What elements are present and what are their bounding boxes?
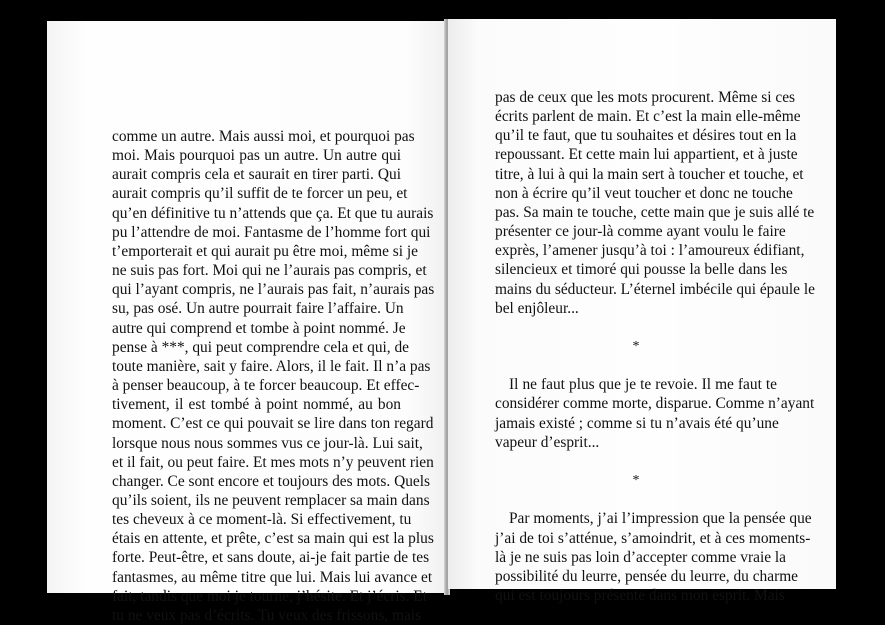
- text-line: qui l’ayant compris, ne l’aurais pas fait, n’aurais pas: [112, 281, 435, 299]
- text-line: qui est toujours présente dans mon esprit. Mais: [495, 587, 785, 604]
- text-line: vapeur d’esprit...: [495, 433, 600, 451]
- text-line: forte. Peut-être, et sans doute, ai-je fait partie de tes: [112, 549, 430, 567]
- text-line: qu’en définitive tu n’attends que ça. Et que tu aurais: [112, 204, 434, 222]
- text-line: silencieux et timoré qui pousse la belle dans les: [495, 261, 788, 279]
- text-line: étais en attente, et prête, c’est sa main qui est la plus: [112, 530, 434, 548]
- text-line: titre, à lui à qui la main sert à toucher et touche, et: [495, 165, 804, 183]
- text-line: présenter ce jour-là comme ayant voulu le faire: [495, 223, 786, 241]
- text-line: toute manière, sait y faire. Alors, il le fait. Il n’a pas: [112, 357, 431, 375]
- text-line: j’ai de toi s’atténue, s’amoindrit, et à ces moments-: [495, 529, 811, 547]
- text-line: pu l’attendre de moi. Fantasme de l’homme fort qui: [112, 223, 431, 241]
- text-line: Il ne faut plus que je te revoie. Il me faut te: [509, 376, 777, 394]
- text-line: considérer comme morte, disparue. Comme n’ayant: [495, 395, 815, 413]
- text-line: lorsque nous nous sommes vus ce jour-là. Lui sait,: [112, 434, 423, 452]
- right-page-text: [495, 88, 815, 605]
- text-line: aurait compris qu’il suffit de te forcer un peu, et: [112, 185, 408, 203]
- text-line: su, pas osé. Un autre pourrait faire l’affaire. Un: [112, 300, 404, 318]
- text-line: pas. Sa main te touche, cette main que je suis allé te: [495, 203, 815, 221]
- text-line: moi. Mais pourquoi pas un autre. Un autre qui: [112, 147, 401, 165]
- text-line: ne suis pas fort. Moi qui ne l’aurais pas compris, et: [112, 262, 427, 280]
- text-line: non à écrire qu’il veut toucher et donc ne touche: [495, 184, 793, 202]
- text-line: pas de ceux que les mots procurent. Même si ces: [495, 89, 796, 106]
- text-line: aurait compris cela et saurait en tirer parti. Qui: [112, 166, 401, 184]
- text-line: jamais existé ; comme si tu n’avais été qu’une: [495, 414, 779, 432]
- left-page: [47, 21, 446, 624]
- text-line: tu ne veux pas d’écrits. Tu veux des frissons, mais: [112, 606, 422, 624]
- left-page-text: [112, 127, 435, 625]
- text-line: mains du séducteur. L’éternel imbécile qui épaule le: [495, 280, 815, 298]
- text-line: écrits parlent de main. Et c’est la main elle-même: [495, 108, 801, 126]
- text-line: à penser beaucoup, à te forcer beaucoup. Et effec-: [112, 377, 420, 395]
- text-line: exprès, l’amener jusqu’à toi : l’amoureux édifiant,: [495, 242, 805, 260]
- text-line: comme un autre. Mais aussi moi, et pourquoi pas: [112, 128, 415, 145]
- text-line: tivement, il est tombé à point nommé, au bon: [112, 396, 401, 414]
- text-line: autre qui comprend et tombe à point nommé. Je: [112, 319, 406, 337]
- text-line: pense à ***, qui peut comprendre cela et qui, de: [112, 338, 410, 356]
- text-line: repoussant. Et cette main lui appartient, et à juste: [495, 146, 798, 164]
- text-line: moment. C’est ce qui pouvait se lire dans ton regard: [112, 415, 434, 433]
- text-line: qu’il te faut, que tu souhaites et désires tout en la: [495, 127, 797, 145]
- text-line: qu’ils soient, ils ne peuvent remplacer sa main dans: [112, 491, 430, 509]
- text-line: fantasmes, au même titre que lui. Mais lui avance et: [112, 568, 433, 586]
- text-line: et il fait, ou peut faire. Et mes mots n’y peuvent rien: [112, 453, 434, 471]
- section-separator: *: [632, 473, 640, 489]
- text-line: possibilité du leurre, pensée du leurre, du charme: [495, 567, 799, 585]
- text-line: Par moments, j’ai l’impression que la pensée que: [509, 510, 812, 528]
- right-page: [448, 19, 836, 604]
- text-line: tes cheveux à ce moment-là. Si effectivement, tu: [112, 511, 412, 529]
- section-separator: *: [632, 339, 640, 355]
- text-line: changer. Ce sont encore et toujours des mots. Quels: [112, 472, 431, 490]
- text-line: là je ne suis pas loin d’accepter comme vraie la: [495, 548, 787, 566]
- text-line: fait, tandis que moi je tourne, j’hésite. Et j’écris. Et: [112, 587, 427, 605]
- text-line: bel enjôleur...: [495, 299, 579, 317]
- text-line: t’emporterait et qui aurait pu être moi, même si je: [112, 242, 418, 260]
